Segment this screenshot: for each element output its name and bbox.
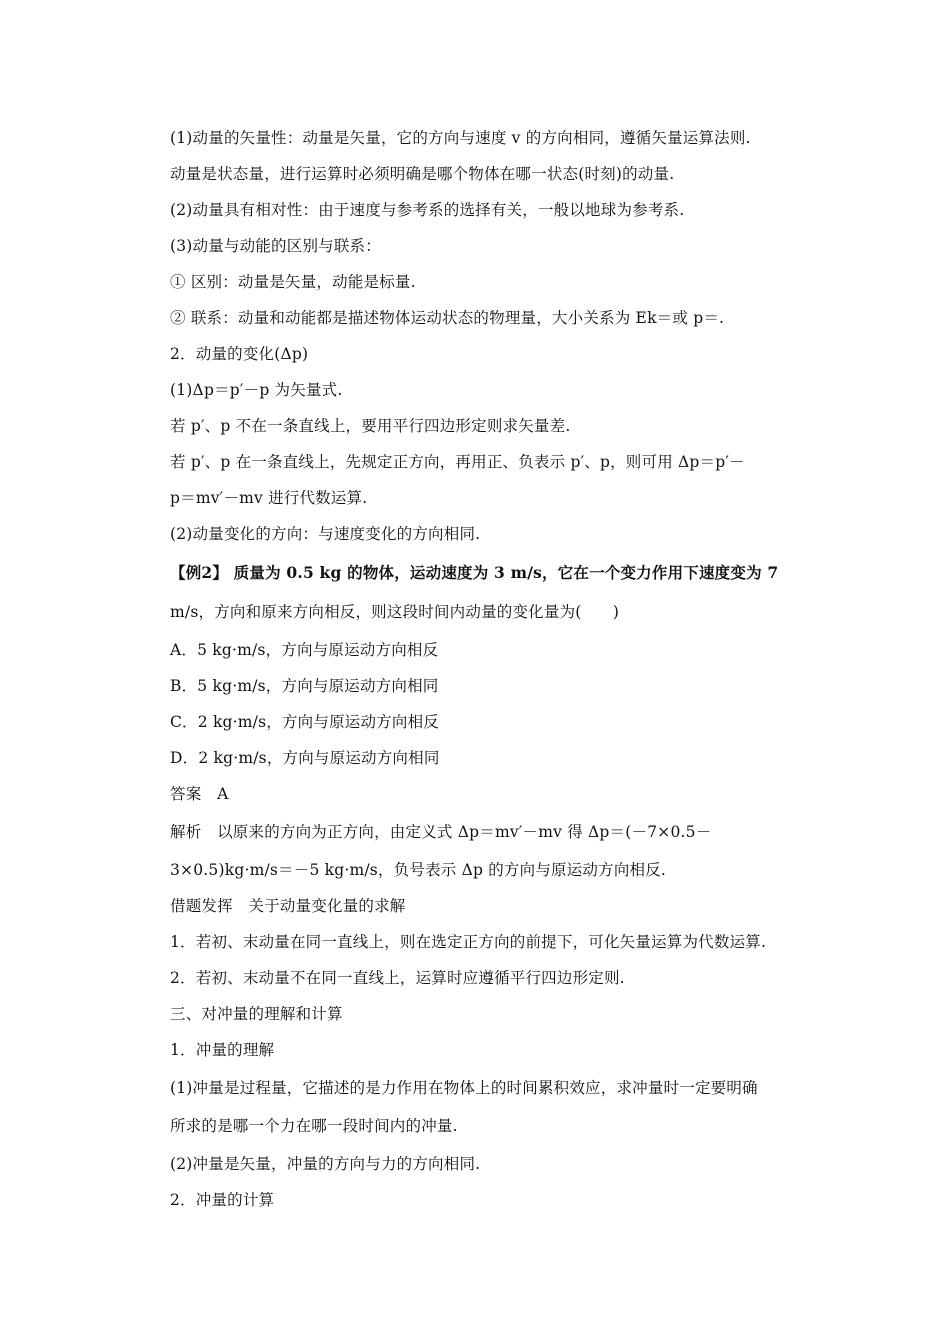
text-line: ② 联系：动量和动能都是描述物体运动状态的物理量，大小关系为 Ek＝或 p＝. bbox=[170, 309, 725, 327]
option-d: D．2 kg·m/s，方向与原运动方向相同 bbox=[170, 749, 440, 767]
text-line: 2．若初、末动量不在同一直线上，运算时应遵循平行四边形定则. bbox=[170, 969, 625, 987]
text-line: 动量是状态量，进行运算时必须明确是哪个物体在哪一状态(时刻)的动量. bbox=[170, 165, 675, 183]
text-line: (1)冲量是过程量，它描述的是力作用在物体上的时间累积效应，求冲量时一定要明确 bbox=[170, 1079, 758, 1097]
text-line: 1．若初、末动量在同一直线上，则在选定正方向的前提下，可化矢量运算为代数运算. bbox=[170, 933, 767, 951]
option-b: B．5 kg·m/s，方向与原运动方向相同 bbox=[170, 677, 439, 695]
text-line: p＝mv′－mv 进行代数运算. bbox=[170, 489, 368, 507]
text-line: 借题发挥 关于动量变化量的求解 bbox=[170, 897, 406, 915]
analysis-line: 3×0.5)kg·m/s＝－5 kg·m/s，负号表示 Δp 的方向与原运动方向相反. bbox=[170, 861, 667, 879]
section-heading: 2．动量的变化(Δp) bbox=[170, 345, 309, 363]
text-line: ① 区别：动量是矢量，动能是标量. bbox=[170, 273, 416, 291]
text-line: (1)动量的矢量性：动量是矢量，它的方向与速度 v 的方向相同，遵循矢量运算法则. bbox=[170, 129, 751, 147]
text-line: (3)动量与动能的区别与联系： bbox=[170, 237, 381, 255]
option-c: C．2 kg·m/s，方向与原运动方向相反 bbox=[170, 713, 439, 731]
text-line: 若 p′、p 不在一条直线上，要用平行四边形定则求矢量差. bbox=[170, 417, 571, 435]
analysis-line: 解析 以原来的方向为正方向，由定义式 Δp＝mv′－mv 得 Δp＝(－7×0.5－ bbox=[170, 823, 712, 841]
answer-line: 答案 A bbox=[170, 785, 229, 803]
text-line: 所求的是哪一个力在哪一段时间内的冲量. bbox=[170, 1117, 458, 1135]
text-line: (2)动量具有相对性：由于速度与参考系的选择有关，一般以地球为参考系. bbox=[170, 201, 685, 219]
example-title: 【例2】 质量为 0.5 kg 的物体，运动速度为 3 m/s，它在一个变力作用下速度变为 7 bbox=[170, 563, 779, 582]
text-line: 若 p′、p 在一条直线上，先规定正方向，再用正、负表示 p′、p，则可用 Δp＝p′－ bbox=[170, 453, 745, 471]
text-line: (1)Δp＝p′－p 为矢量式. bbox=[170, 381, 343, 399]
section-heading: 1．冲量的理解 bbox=[170, 1041, 275, 1059]
section-heading: 三、对冲量的理解和计算 bbox=[170, 1005, 343, 1023]
text-line: (2)动量变化的方向：与速度变化的方向相同. bbox=[170, 525, 481, 543]
text-line: (2)冲量是矢量，冲量的方向与力的方向相同. bbox=[170, 1155, 481, 1173]
section-heading: 2．冲量的计算 bbox=[170, 1191, 275, 1209]
option-a: A．5 kg·m/s，方向与原运动方向相反 bbox=[170, 641, 439, 659]
text-line: m/s，方向和原来方向相反，则这段时间内动量的变化量为( ) bbox=[170, 603, 620, 621]
